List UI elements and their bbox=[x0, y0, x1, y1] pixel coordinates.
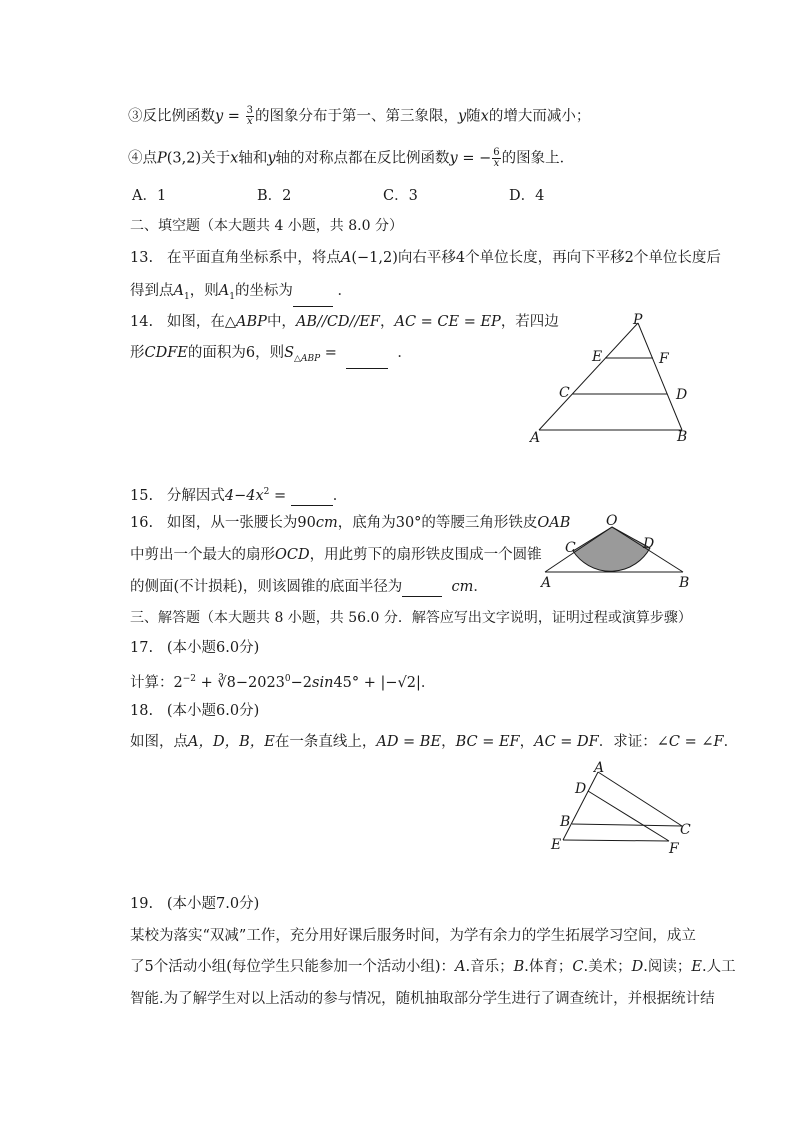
q12-item4-fraction bbox=[492, 148, 500, 169]
q13-text-g: 的坐标为 bbox=[234, 283, 293, 299]
q14-parallel: AB//CD//EF bbox=[295, 314, 380, 330]
q18-goal: ∠C = ∠F bbox=[656, 734, 724, 750]
q14-eq: = bbox=[320, 345, 342, 361]
q14-text-b: 中， bbox=[266, 314, 296, 330]
q14-side-pb bbox=[638, 323, 682, 430]
q14-label-p: P bbox=[633, 312, 643, 328]
q16-cm2: cm bbox=[451, 579, 474, 595]
q16-text-b: ，底角为 bbox=[337, 515, 396, 531]
q14-text-a: 如图，在 bbox=[166, 314, 225, 330]
q16-label-d: D bbox=[643, 536, 655, 552]
q12-item4-eq: = − bbox=[457, 150, 492, 167]
q19-a: A bbox=[455, 959, 466, 975]
q14-side-pa bbox=[539, 323, 638, 430]
q16-label-b: B bbox=[679, 575, 690, 591]
q19-line2 bbox=[130, 957, 736, 977]
q17-text-d: 45° + |−√2|． bbox=[333, 674, 436, 691]
q17-text-a: 计算：2 bbox=[130, 674, 183, 691]
q14-equal: AC = CE = EP bbox=[394, 314, 501, 330]
q18-header bbox=[130, 701, 259, 721]
q16-text-a: 如图，从一张腰长为 bbox=[166, 515, 298, 531]
q12-item4-text-b: 关于 bbox=[201, 150, 231, 167]
q12-item4 bbox=[128, 148, 574, 169]
section3-heading: 三、解答题（本大题共 8 小题，共 56.0 分．解答应写出文字说明，证明过程或演算步骤） bbox=[130, 610, 692, 626]
q12-option-a: A．1 bbox=[132, 188, 167, 204]
q15-line bbox=[130, 482, 347, 506]
q12-item3-text-b: 的图象分布于第一、第三象限， bbox=[254, 108, 458, 125]
q12-item4-x: x bbox=[230, 150, 239, 167]
q14-label-c: C bbox=[559, 385, 570, 401]
q16-line3 bbox=[130, 577, 488, 597]
q15-answer-blank[interactable] bbox=[291, 490, 333, 506]
q17-sup2: 0 bbox=[284, 674, 291, 684]
q17-text-b: + ∛8−2023 bbox=[196, 674, 285, 691]
q14-line2 bbox=[130, 343, 412, 369]
q13-point-a1b: A bbox=[218, 283, 230, 299]
q14-text-g: ，则 bbox=[255, 345, 285, 361]
q14-number: 14. bbox=[130, 314, 154, 330]
q16-cm1: cm bbox=[315, 515, 338, 531]
q13-line1 bbox=[130, 248, 721, 268]
q19-e: E bbox=[691, 959, 702, 975]
q19-text-d: .体育； bbox=[524, 959, 573, 975]
q19-five: 5 bbox=[144, 959, 154, 975]
q12-item4-text-a: ④点 bbox=[128, 150, 157, 167]
q14-label-e: E bbox=[592, 349, 603, 365]
q12-item4-y2: y bbox=[449, 150, 458, 167]
q13-coord: (−1,2) bbox=[351, 250, 398, 266]
q12-item4-text-e: 的图象上． bbox=[501, 150, 575, 167]
q13-two: 2 bbox=[624, 250, 634, 266]
q14-quad: CDFE bbox=[144, 345, 188, 361]
q13-answer-blank[interactable] bbox=[293, 291, 333, 307]
q18-score: (本小题6.0分) bbox=[166, 703, 260, 719]
q12-item3-den: x bbox=[246, 116, 253, 127]
q16-label-c: C bbox=[565, 540, 576, 556]
q17-sup1: −2 bbox=[182, 674, 197, 684]
q19-text-e: .美术； bbox=[583, 959, 632, 975]
q19-text-c: .音乐； bbox=[465, 959, 514, 975]
q14-line1 bbox=[130, 312, 559, 332]
q16-text-d: 中剪出一个最大的扇形 bbox=[130, 547, 275, 563]
q18-body bbox=[130, 732, 738, 752]
q16-answer-blank[interactable] bbox=[402, 581, 442, 597]
q14-text-d: ，若四边 bbox=[500, 314, 559, 330]
q18-segment-ac bbox=[598, 772, 682, 826]
q16-ocd: OCD bbox=[275, 547, 310, 563]
q13-point-a1: A bbox=[173, 283, 184, 299]
q12-item4-num: 6 bbox=[493, 147, 500, 158]
q12-item3-text-a: ③反比例函数 bbox=[128, 108, 215, 125]
q19-header bbox=[130, 894, 259, 914]
q19-c: C bbox=[572, 959, 584, 975]
q12-item4-den: x bbox=[493, 158, 500, 169]
q13-text-f: ，则 bbox=[189, 283, 219, 299]
q13-four: 4 bbox=[455, 250, 466, 266]
q14-label-a: A bbox=[530, 430, 541, 446]
q16-text-f: 的侧面(不计损耗)，则该圆锥的底面半径为 bbox=[130, 579, 403, 595]
q19-text-f: .阅读； bbox=[643, 959, 692, 975]
q18-label-b: B bbox=[560, 814, 571, 830]
q19-text-b: 个活动小组(每位学生只能参加一个活动小组)： bbox=[153, 959, 456, 975]
q16-text-c: 的等腰三角形铁皮 bbox=[421, 515, 538, 531]
q18-segment-df bbox=[588, 791, 669, 841]
q14-triangle: △ABP bbox=[224, 314, 267, 330]
q14-sub: △ABP bbox=[294, 353, 321, 364]
q14-label-f: F bbox=[659, 351, 669, 367]
q12-option-c: C．3 bbox=[383, 188, 418, 204]
q12-option-b: B．2 bbox=[257, 188, 292, 204]
q16-number: 16. bbox=[130, 515, 154, 531]
q12-item3-eq: = bbox=[223, 108, 245, 125]
q18-segment-ef bbox=[563, 840, 669, 841]
q18-sep2: ， bbox=[519, 734, 535, 750]
q14-text-c: ， bbox=[379, 314, 395, 330]
q14-figure bbox=[525, 310, 705, 450]
q18-label-f: F bbox=[669, 841, 679, 857]
q18-end: ． bbox=[723, 734, 739, 750]
q12-item3-num: 3 bbox=[246, 105, 253, 116]
q13-point-a: A bbox=[340, 250, 352, 266]
q14-text-f: 的面积为 bbox=[187, 345, 246, 361]
q18-label-a: A bbox=[594, 760, 605, 776]
q16-ninety: 90 bbox=[297, 515, 316, 531]
q17-score: (本小题6.0分) bbox=[166, 640, 260, 656]
q19-text-a: 了 bbox=[130, 959, 145, 975]
q16-line1 bbox=[130, 513, 570, 533]
q15-number: 15. bbox=[130, 487, 154, 504]
q12-item4-text-d: 轴的对称点都在反比例函数 bbox=[275, 150, 450, 167]
q17-sin: sin bbox=[312, 674, 334, 691]
q19-score: (本小题7.0分) bbox=[166, 896, 260, 912]
section2-heading: 二、填空题（本大题共 4 小题，共 8.0 分） bbox=[130, 218, 403, 234]
q13-sub1: 1 bbox=[183, 291, 190, 302]
q18-sep1: ， bbox=[441, 734, 456, 750]
q13-text-e: 得到点 bbox=[130, 283, 174, 299]
q18-points: A，D，B，E bbox=[188, 734, 275, 750]
q16-sector bbox=[573, 527, 650, 571]
q17-header bbox=[130, 638, 259, 658]
q14-six: 6 bbox=[245, 345, 256, 361]
q18-figure bbox=[545, 760, 700, 860]
q18-text-a: 如图，点 bbox=[130, 734, 188, 750]
q19-d: D bbox=[631, 959, 644, 975]
q14-s: S bbox=[284, 345, 295, 361]
q14-end: ． bbox=[397, 345, 412, 361]
q16-end: ． bbox=[473, 579, 488, 595]
q15-eq: = bbox=[269, 487, 291, 504]
q12-item4-p: P bbox=[157, 150, 167, 167]
q16-thirty: 30° bbox=[395, 515, 422, 531]
q12-item4-text-c: 轴和 bbox=[238, 150, 268, 167]
q19-text-g: .人工 bbox=[701, 959, 736, 975]
q13-text-b: 向右平移 bbox=[397, 250, 456, 266]
q13-text-d: 个单位长度后 bbox=[633, 250, 721, 266]
q12-item3-text-d: 的增大而减小； bbox=[488, 108, 591, 125]
q18-text-b: 在一条直线上， bbox=[274, 734, 377, 750]
q18-label-d: D bbox=[575, 781, 587, 797]
q18-text-d: ．求证： bbox=[598, 734, 657, 750]
q17-body bbox=[130, 669, 435, 693]
q15-text-a: 分解因式 bbox=[166, 487, 225, 504]
q12-item4-coord: (3,2) bbox=[166, 150, 202, 167]
q14-label-d: D bbox=[676, 387, 688, 403]
q19-b: B bbox=[513, 959, 525, 975]
q16-text-e: ，用此剪下的扇形铁皮围成一个圆锥 bbox=[309, 547, 542, 563]
q13-text-a: 在平面直角坐标系中，将点 bbox=[166, 250, 341, 266]
q16-label-o: O bbox=[606, 513, 618, 529]
q16-figure bbox=[535, 510, 700, 592]
q19-line1: 某校为落实“双减”工作，充分用好课后服务时间，为学有余力的学生拓展学习空间，成立 bbox=[130, 928, 696, 944]
q13-sub2: 1 bbox=[229, 291, 235, 302]
q12-item3-y2: y bbox=[457, 108, 467, 125]
q14-text-e: 形 bbox=[130, 345, 145, 361]
q18-label-c: C bbox=[680, 822, 691, 838]
q15-sup: 2 bbox=[263, 487, 270, 497]
q18-label-e: E bbox=[551, 837, 562, 853]
q15-end: ． bbox=[332, 487, 348, 504]
q12-item3-text-c: 随 bbox=[466, 108, 481, 125]
q16-label-a: A bbox=[541, 575, 552, 591]
q18-number: 18. bbox=[130, 703, 154, 719]
q12-item3-x: x bbox=[480, 108, 489, 125]
q13-line2 bbox=[130, 281, 352, 307]
q15-expr: 4−4x bbox=[224, 487, 264, 504]
q18-cond3: AC = DF bbox=[534, 734, 599, 750]
q13-number: 13. bbox=[130, 250, 154, 266]
q12-item4-y: y bbox=[267, 150, 276, 167]
q18-segment-bc bbox=[572, 824, 682, 826]
q12-item3-y: y bbox=[215, 108, 224, 125]
q12-item3 bbox=[128, 106, 590, 127]
q17-number: 17. bbox=[130, 640, 154, 656]
q17-text-c: −2 bbox=[290, 674, 313, 691]
q18-cond2: BC = EF bbox=[455, 734, 520, 750]
q16-oab: OAB bbox=[537, 515, 571, 531]
q18-cond1: AD = BE bbox=[376, 734, 442, 750]
q14-label-b: B bbox=[677, 429, 688, 445]
q14-answer-blank[interactable] bbox=[346, 353, 388, 369]
q12-item3-fraction bbox=[246, 106, 254, 127]
q19-line3: 智能.为了解学生对以上活动的参与情况，随机抽取部分学生进行了调查统计，并根据统计结 bbox=[130, 991, 715, 1007]
q12-option-d: D．4 bbox=[509, 188, 545, 204]
q16-line2 bbox=[130, 545, 542, 565]
q13-text-c: 个单位长度，再向下平移 bbox=[465, 250, 625, 266]
q13-end: ． bbox=[337, 283, 353, 299]
q19-number: 19. bbox=[130, 896, 154, 912]
